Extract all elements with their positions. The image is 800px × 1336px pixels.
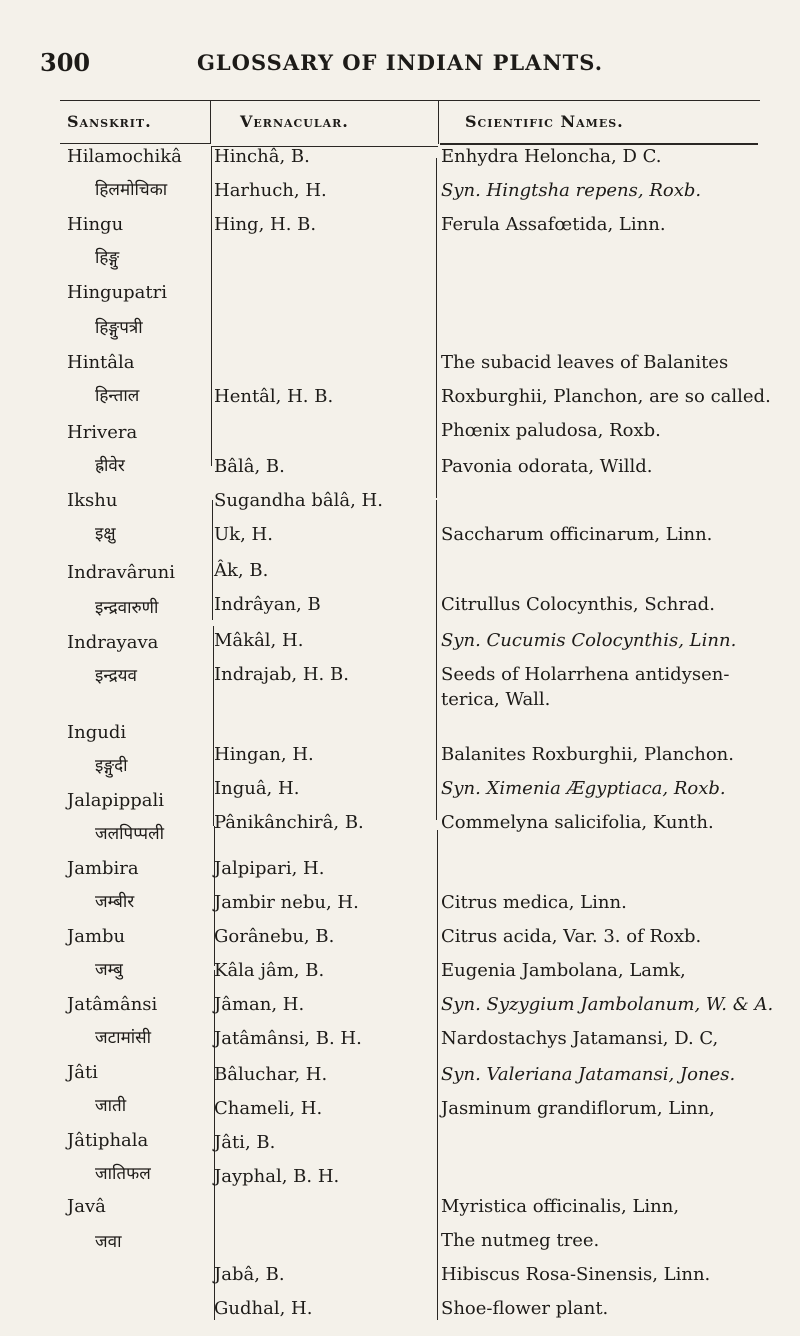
vernacular-entry: Bâlâ, B. (214, 456, 285, 477)
sanskrit-entry: ह्रीवेर (95, 456, 125, 476)
divider-header-1 (210, 100, 211, 144)
scientific-entry: Syn. Ximenia Ægyptiaca, Roxb. (441, 778, 726, 799)
scientific-entry: Nardostachys Jatamansi, D. C, (441, 1028, 719, 1049)
vernacular-entry: Uk, H. (214, 524, 273, 545)
sanskrit-entry: जातिफल (95, 1164, 151, 1184)
sanskrit-entry: Hilamochikâ (67, 146, 182, 167)
sanskrit-entry: Jalapippali (67, 790, 165, 811)
vernacular-entry: Bâluchar, H. (214, 1064, 328, 1085)
column-header-sanskrit: Sanskrit. (67, 112, 152, 131)
vernacular-entry: Mâkâl, H. (214, 630, 304, 651)
vernacular-entry: Harhuch, H. (214, 180, 327, 201)
vernacular-entry: Indrajab, H. B. (214, 664, 349, 685)
scientific-entry: Citrus medica, Linn. (441, 892, 627, 913)
vernacular-entry: Chameli, H. (214, 1098, 323, 1119)
scientific-entry: The nutmeg tree. (441, 1230, 600, 1251)
vernacular-entry: Âk, B. (214, 560, 269, 581)
column-header-scientific: Scientific Names. (465, 112, 624, 131)
sanskrit-entry: जम्बु (95, 960, 123, 980)
scientific-entry: Roxburghii, Planchon, are so called. (441, 386, 771, 407)
sanskrit-entry: Jambira (67, 858, 139, 879)
scientific-entry: Citrullus Colocynthis, Schrad. (441, 594, 715, 615)
sanskrit-entry: हिङ्गुपत्री (95, 318, 143, 338)
sanskrit-entry: जटामांसी (95, 1028, 152, 1048)
top-rule (60, 100, 760, 101)
vernacular-entry: Gorânebu, B. (214, 926, 335, 947)
scientific-entry: Phœnix paludosa, Roxb. (441, 420, 661, 441)
sanskrit-entry: हिलमोचिका (95, 180, 168, 200)
vernacular-entry: Jabâ, B. (214, 1264, 285, 1285)
divider-vernacular-2 (212, 500, 213, 620)
sanskrit-entry: Indrayava (67, 632, 159, 653)
sanskrit-entry: Hrivera (67, 422, 138, 443)
scientific-entry: Seeds of Holarrhena antidysen- (441, 664, 730, 685)
sanskrit-entry: Hingupatri (67, 282, 168, 303)
divider-scientific-1 (436, 158, 437, 498)
scientific-entry: Commelyna salicifolia, Kunth. (441, 812, 714, 833)
vernacular-entry: Jâman, H. (214, 994, 305, 1015)
scientific-entry: Saccharum officinarum, Linn. (441, 524, 713, 545)
divider-scientific-2 (436, 500, 437, 820)
vernacular-entry: Inguâ, H. (214, 778, 300, 799)
scientific-entry: Pavonia odorata, Willd. (441, 456, 653, 477)
scientific-entry: Enhydra Heloncha, D C. (441, 146, 662, 167)
vernacular-entry: Jayphal, B. H. (214, 1166, 340, 1187)
sanskrit-entry: Jambu (67, 926, 126, 947)
sanskrit-entry: Indravâruni (67, 562, 176, 583)
header-underline-scientific (440, 143, 758, 145)
scientific-entry: Myristica officinalis, Linn, (441, 1196, 680, 1217)
divider-scientific-3 (437, 830, 438, 1320)
sanskrit-entry: Ingudi (67, 722, 127, 743)
scientific-entry: The subacid leaves of Balanites (441, 352, 729, 373)
scientific-entry: Ferula Assafœtida, Linn. (441, 214, 666, 235)
scientific-entry: Shoe-flower plant. (441, 1298, 609, 1319)
sanskrit-entry: Jatâmânsi (67, 994, 158, 1015)
sanskrit-entry: Jâtiphala (67, 1130, 149, 1151)
vernacular-entry: Pânikânchirâ, B. (214, 812, 364, 833)
scientific-entry: terica, Wall. (441, 689, 551, 710)
vernacular-entry: Gudhal, H. (214, 1298, 313, 1319)
vernacular-entry: Hingan, H. (214, 744, 314, 765)
divider-vernacular-1 (211, 146, 212, 466)
column-header-vernacular: Vernacular. (240, 112, 349, 131)
sanskrit-entry: इन्द्रयव (95, 666, 137, 686)
sanskrit-entry: Hintâla (67, 352, 135, 373)
sanskrit-entry: हिन्ताल (95, 386, 140, 406)
vernacular-entry: Indrâyan, B (214, 594, 321, 615)
scientific-entry: Jasminum grandiflorum, Linn, (441, 1098, 715, 1119)
running-title: GLOSSARY OF INDIAN PLANTS. (196, 50, 604, 75)
scientific-entry: Syn. Hingtsha repens, Roxb. (441, 180, 702, 201)
page-number: 300 (40, 48, 91, 77)
page-header (40, 48, 760, 80)
header-underline-sanskrit (60, 143, 210, 144)
sanskrit-entry: Jâti (67, 1062, 98, 1083)
vernacular-entry: Jalpipari, H. (214, 858, 325, 879)
vernacular-entry: Jatâmânsi, B. H. (214, 1028, 362, 1049)
scientific-entry: Eugenia Jambolana, Lamk, (441, 960, 686, 981)
vernacular-entry: Sugandha bâlâ, H. (214, 490, 383, 511)
scientific-entry: Syn. Cucumis Colocynthis, Linn. (441, 630, 737, 651)
vernacular-entry: Hing, H. B. (214, 214, 317, 235)
sanskrit-entry: इक्षु (95, 524, 116, 544)
vernacular-entry: Kâla jâm, B. (214, 960, 325, 981)
scientific-entry: Citrus acida, Var. 3. of Roxb. (441, 926, 702, 947)
sanskrit-entry: Hingu (67, 214, 124, 235)
sanskrit-entry: जलपिप्पली (95, 824, 165, 844)
vernacular-entry: Hinchâ, B. (214, 146, 310, 167)
sanskrit-entry: इङ्गुदी (95, 756, 128, 776)
scientific-entry: Hibiscus Rosa-Sinensis, Linn. (441, 1264, 711, 1285)
vernacular-entry: Jambir nebu, H. (214, 892, 359, 913)
sanskrit-entry: हिङ्गु (95, 248, 120, 268)
sanskrit-entry: Javâ (67, 1196, 106, 1217)
sanskrit-entry: जम्बीर (95, 892, 135, 912)
sanskrit-entry: इन्द्रवारुणी (95, 598, 159, 618)
sanskrit-entry: Ikshu (67, 490, 118, 511)
sanskrit-entry: जाती (95, 1096, 127, 1116)
divider-header-2 (438, 100, 439, 144)
scientific-entry: Syn. Syzygium Jambolanum, W. & A. (441, 994, 774, 1015)
vernacular-entry: Hentâl, H. B. (214, 386, 334, 407)
sanskrit-entry: जवा (95, 1232, 122, 1252)
vernacular-entry: Jâti, B. (214, 1132, 276, 1153)
scientific-entry: Balanites Roxburghii, Planchon. (441, 744, 734, 765)
scientific-entry: Syn. Valeriana Jatamansi, Jones. (441, 1064, 736, 1085)
